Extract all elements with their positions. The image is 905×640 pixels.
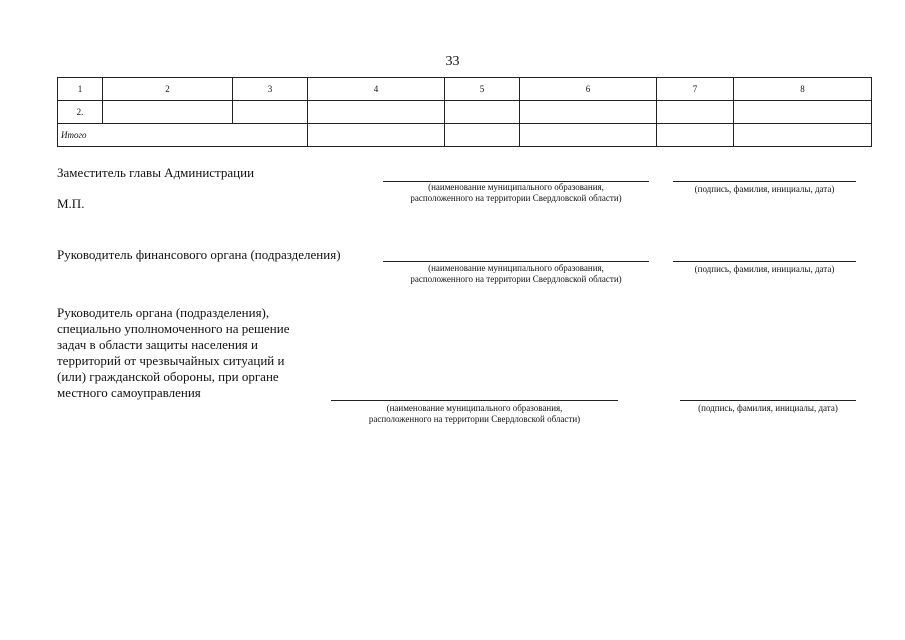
table-cell <box>657 101 734 124</box>
table-header-cell: 7 <box>657 78 734 101</box>
table-header-cell: 1 <box>58 78 103 101</box>
table-header-cell: 4 <box>308 78 445 101</box>
page-number: 33 <box>445 54 460 69</box>
table-cell <box>445 124 520 147</box>
org-caption-line: расположенного на территории Свердловской области) <box>410 274 622 284</box>
title-line: территорий от чрезвычайных ситуаций и <box>57 353 285 368</box>
signature-title-civil-defense <box>57 305 289 401</box>
table-header-cell: 3 <box>233 78 308 101</box>
org-caption-line: расположенного на территории Свердловской области) <box>410 193 622 203</box>
org-caption-line: (наименование муниципального образования, <box>386 403 563 413</box>
table-cell <box>657 124 734 147</box>
table-cell <box>520 124 657 147</box>
table-cell: 2. <box>58 101 103 124</box>
table-cell <box>233 101 308 124</box>
table-header-row <box>58 78 872 101</box>
table-cell <box>734 101 872 124</box>
table-cell-total: Итого <box>58 124 308 147</box>
table-cell <box>520 101 657 124</box>
table-header-cell: 6 <box>520 78 657 101</box>
title-line: специально уполномоченного на решение <box>57 321 290 336</box>
table-cell <box>308 101 445 124</box>
personal-signature-line <box>680 400 856 401</box>
sign-caption: (подпись, фамилия, инициалы, дата) <box>694 264 835 274</box>
org-caption-line: расположенного на территории Свердловской области) <box>368 414 581 424</box>
title-line: Руководитель органа (подразделения), <box>57 305 270 320</box>
sign-caption: (подпись, фамилия, инициалы, дата) <box>698 403 838 413</box>
table-cell <box>103 101 233 124</box>
org-signature-line <box>383 261 649 262</box>
table-cell <box>445 101 520 124</box>
signature-title-finance: Руководитель финансового органа (подразделения) <box>57 247 341 262</box>
org-caption-line: (наименование муниципального образования, <box>428 263 604 273</box>
title-line: местного самоуправления <box>57 385 201 400</box>
org-signature-line <box>331 400 618 401</box>
table-row <box>58 124 872 147</box>
table-cell <box>734 124 872 147</box>
sign-caption: (подпись, фамилия, инициалы, дата) <box>694 184 835 194</box>
org-caption <box>383 263 649 285</box>
table-header-cell: 2 <box>103 78 233 101</box>
data-table <box>57 77 872 147</box>
personal-signature-line <box>673 181 856 182</box>
title-line: задач в области защиты населения и <box>57 337 258 352</box>
table-header-cell: 8 <box>734 78 872 101</box>
stamp-mark: М.П. <box>57 196 85 211</box>
table-cell <box>308 124 445 147</box>
personal-signature-line <box>673 261 856 262</box>
table-row <box>58 101 872 124</box>
signature-title-deputy: Заместитель главы Администрации <box>57 165 255 180</box>
title-line: (или) гражданской обороны, при органе <box>57 369 279 384</box>
org-caption <box>383 182 649 204</box>
org-caption-line: (наименование муниципального образования, <box>428 182 604 192</box>
table-header-cell: 5 <box>445 78 520 101</box>
org-caption <box>331 403 618 425</box>
